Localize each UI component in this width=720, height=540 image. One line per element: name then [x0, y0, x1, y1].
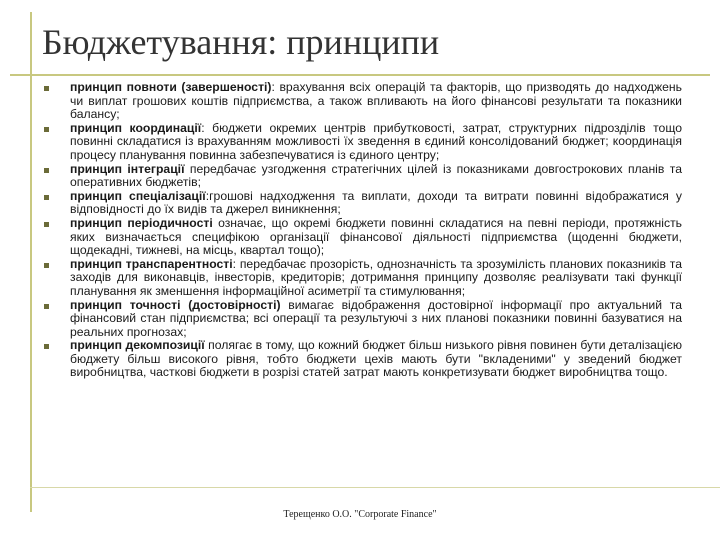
principle-description: : врахування всіх операцій та факторів, що призводять до надходжень чи виплат грошових коштів підприємства, а також впливають на його фінансові результати та показники балансу; [70, 80, 682, 122]
principle-term: принцип декомпозиції [70, 338, 205, 353]
principle-term: принцип повноти (завершеності) [70, 80, 272, 94]
list-item [40, 258, 682, 299]
slide-title: Бюджетування: принципи [42, 22, 440, 62]
square-bullet-icon [44, 168, 49, 173]
principle-description: :грошові надходження та виплати, доходи та витрати повинні відображатися у відповідності до їх видів та джерел виникнення; [70, 188, 682, 217]
principle-description: : бюджети окремих центрів прибутковості, затрат, структурних підрозділів тощо повинні складатися із врахуванням можливості їх зведення в єдиний консолідований бюджет; координація процесу планування повинна забезпечуватися із єдиного центру; [70, 120, 682, 162]
principle-term: принцип точності (достовірності) [70, 297, 281, 312]
principle-term: принцип інтеграції [70, 161, 185, 176]
title-underline [10, 74, 710, 76]
vertical-accent-line [30, 12, 32, 512]
square-bullet-icon [44, 86, 49, 91]
list-item [40, 299, 682, 340]
slide-footer: Терещенко О.О. "Corporate Finance" [283, 509, 437, 520]
list-item [40, 339, 682, 380]
principle-term: принцип спеціалізації [70, 188, 206, 203]
square-bullet-icon [44, 263, 49, 268]
principle-term: принцип транспарентності [70, 256, 233, 271]
principle-term: принцип координації [70, 120, 202, 135]
square-bullet-icon [44, 222, 49, 227]
principle-description: : передбачає прозорість, однозначність та зрозумілість планових показників та заходів для виконавців, інвесторів, кредиторів; дотримання принципу дозволяє реалізувати такі функції планування як зменшення інформаційної асиметрії та стимулювання; [70, 256, 682, 298]
square-bullet-icon [44, 195, 49, 200]
principle-description: полягає в тому, що кожний бюджет більш низького рівня повинен бути деталізацією бюджету більш високого рівня, тобто бюджети цехів мають бути "вкладеними" у зведений бюджет виробництва, часткові бюджети в розрізі статей затрат мають конкретизувати бюджет виробництва тощо. [70, 338, 682, 380]
principles-list [40, 81, 682, 380]
square-bullet-icon [44, 127, 49, 132]
list-item [40, 122, 682, 163]
principle-description: означає, що окремі бюджети повинні складатися на певні періоди, протяжність яких визначається специфікою організації фінансової діяльності підприємства (щоденні бюджети, щодекадні, тижневі, на місць, квартал тощо); [70, 215, 683, 258]
list-item [40, 190, 682, 217]
list-item [40, 81, 682, 122]
principle-description: вимагає відображення достовірної інформації про актуальний та фінансовий стан підприємства; всі операції та результуючі з них планові показники повинні базуватися на реальних прогнозах; [70, 297, 682, 339]
square-bullet-icon [44, 304, 49, 309]
list-item [40, 163, 682, 190]
square-bullet-icon [44, 344, 49, 349]
principle-description: передбачає узгодження стратегічних цілей із показниками довгострокових планів та оперативних бюджетів; [70, 161, 682, 190]
footer-divider [30, 487, 720, 488]
list-item [40, 217, 682, 258]
principle-term: принцип періодичності [70, 215, 213, 230]
